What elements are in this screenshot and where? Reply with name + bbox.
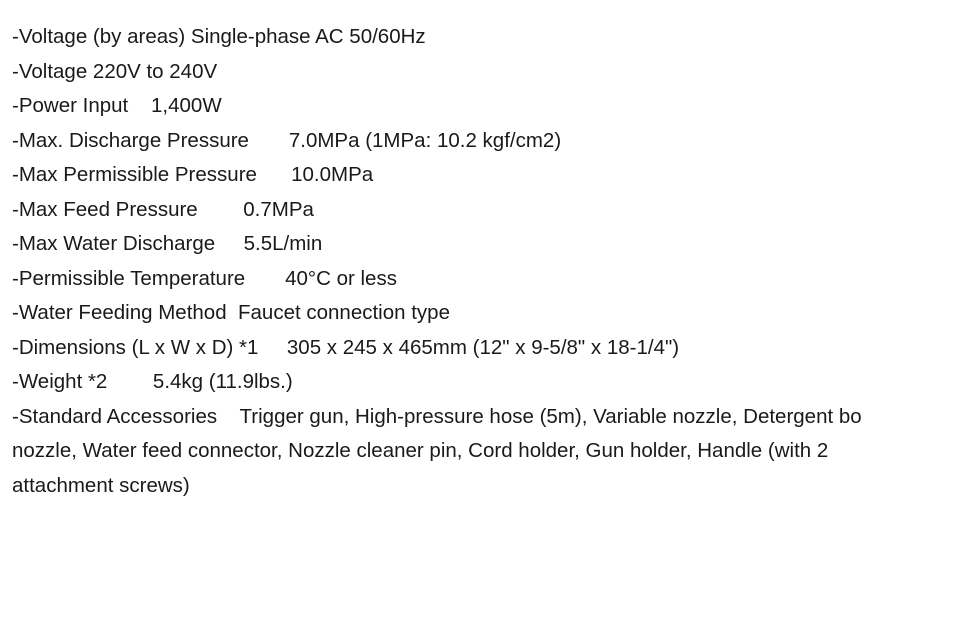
spec-value: 40°C or less xyxy=(285,266,397,290)
spec-list xyxy=(12,20,960,503)
spec-label: -Water Feeding Method xyxy=(12,301,227,324)
spec-value: 10.0MPa xyxy=(291,163,374,186)
spec-label: -Standard Accessories xyxy=(12,404,218,428)
spec-label: -Weight *2 xyxy=(12,370,108,393)
spec-label: -Dimensions (L x W x D) *1 xyxy=(12,335,259,359)
spec-value: 7.0MPa (1MPa: 10.2 kgf/cm2) xyxy=(288,128,562,152)
spec-label: -Voltage 220V to 240V xyxy=(12,59,218,83)
spec-value: Faucet connection type xyxy=(238,301,450,324)
spec-label: -Max Permissible Pressure xyxy=(12,163,257,186)
spec-value: 5.4kg (11.9lbs.) xyxy=(152,370,293,393)
spec-value: 1,400W xyxy=(151,94,222,117)
spec-value: 5.5L/min xyxy=(243,232,323,255)
spec-label: -Voltage (by areas) xyxy=(12,25,186,48)
spec-voltage-range xyxy=(12,55,960,90)
spec-max-discharge-pressure xyxy=(12,124,960,159)
spec-max-permissible-pressure xyxy=(12,158,960,193)
spec-water-feeding-method xyxy=(12,296,960,331)
spec-label: -Power Input xyxy=(12,94,129,117)
spec-weight xyxy=(12,365,960,400)
spec-label: -Permissible Temperature xyxy=(12,266,246,290)
spec-value: 305 x 245 x 465mm (12" x 9-5/8" x 18-1/4") xyxy=(286,335,680,359)
spec-value-line-1: Trigger gun, High-pressure hose (5m), Variable nozzle, Detergent bo xyxy=(239,404,862,428)
spec-value: 0.7MPa xyxy=(243,197,314,221)
spec-voltage-by-areas xyxy=(12,20,960,55)
spec-label: -Max. Discharge Pressure xyxy=(12,128,249,152)
spec-value-line-2: nozzle, Water feed connector, Nozzle cleaner pin, Cord holder, Gun holder, Handle (with 2 xyxy=(12,439,829,462)
spec-dimensions xyxy=(12,331,960,366)
spec-power-input xyxy=(12,89,960,124)
spec-max-feed-pressure xyxy=(12,193,960,228)
spec-max-water-discharge xyxy=(12,227,960,262)
spec-label: -Max Water Discharge xyxy=(12,232,216,255)
spec-standard-accessories xyxy=(12,400,960,504)
spec-permissible-temperature xyxy=(12,262,960,297)
spec-label: -Max Feed Pressure xyxy=(12,197,198,221)
spec-value-line-3: attachment screws) xyxy=(12,473,190,497)
spec-value: Single-phase AC 50/60Hz xyxy=(190,25,426,48)
